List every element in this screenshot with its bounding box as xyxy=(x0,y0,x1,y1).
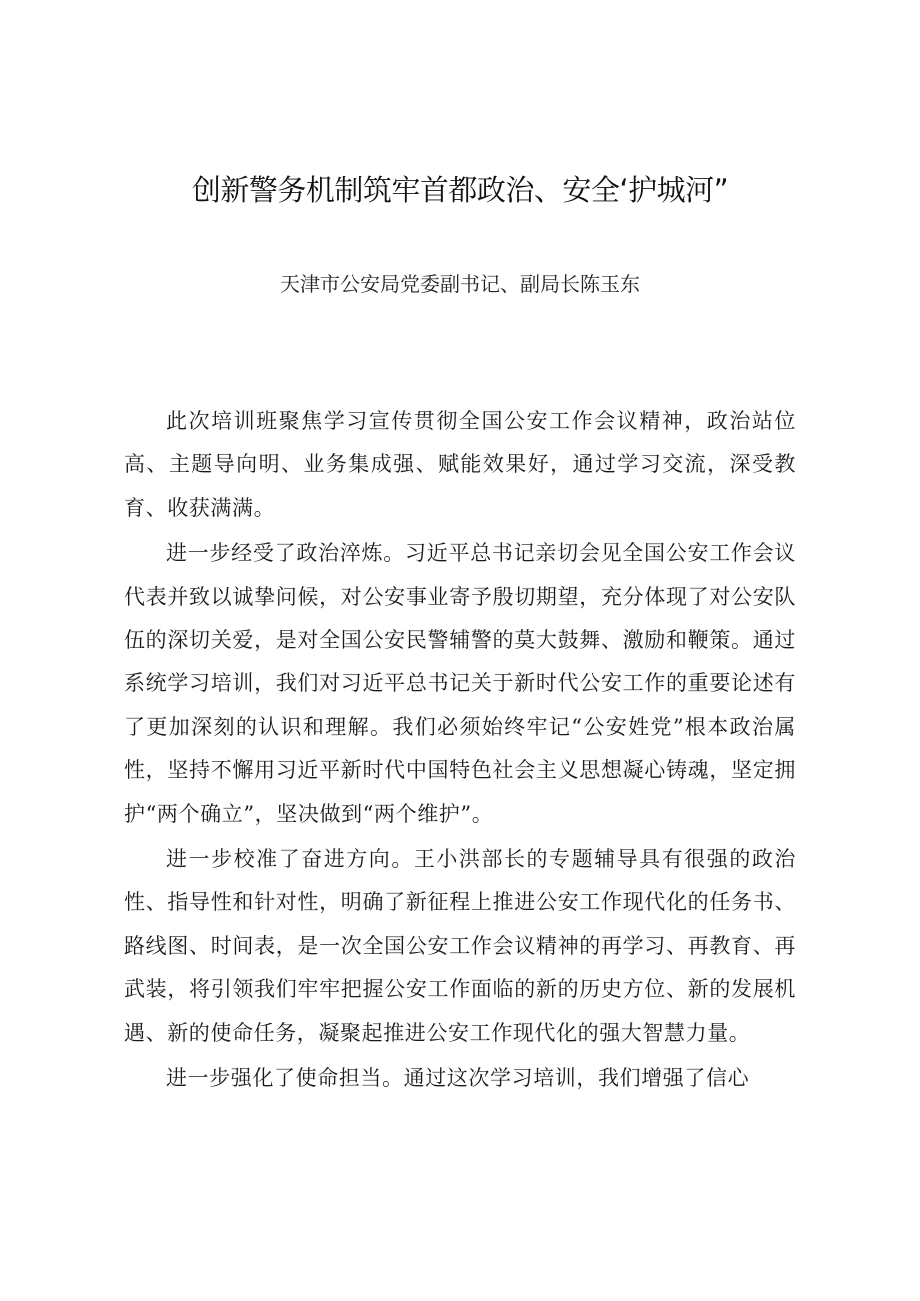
document-title: 创新警务机制筑牢首都政治、安全‘护城河” xyxy=(191,173,729,207)
paragraph: 进一步校准了奋进方向。王小洪部长的专题辅导具有很强的政治性、指导性和针对性，明确了新征程上推进公安工作现代化的任务书、路线图、时间表，是一次全国公安工作会议精神的再学习、再教育、再武装，将引领我们牢牢把握公安工作面临的新的历史方位、新的发展机遇、新的使命任务，凝聚起推进公安工作现代化的强大智慧力量。 xyxy=(124,847,796,1045)
paragraph: 此次培训班聚焦学习宣传贯彻全国公安工作会议精神，政治站位高、主题导向明、业务集成强、赋能效果好，通过学习交流，深受教育、收获满满。 xyxy=(124,409,796,520)
paragraph: 进一步经受了政治淬炼。习近平总书记亲切会见全国公安工作会议代表并致以诚挚问候，对公安事业寄予殷切期望，充分体现了对公安队伍的深切关爱，是对全国公安民警辅警的莫大鼓舞、激励和鞭策。通过系统学习培训，我们对习近平总书记关于新时代公安工作的重要论述有了更加深刻的认识和理解。我们必须始终牢记“公安姓党”根本政治属性，坚持不懈用习近平新时代中国特色社会主义思想凝心铸魂，坚定拥护“两个确立”，坚决做到“两个维护”。 xyxy=(124,541,796,826)
paragraph: 进一步强化了使命担当。通过这次学习培训，我们增强了信心 xyxy=(166,1066,750,1091)
document-body xyxy=(124,400,796,1103)
author-byline: 天津市公安局党委副书记、副局长陈玉东 xyxy=(280,272,640,296)
